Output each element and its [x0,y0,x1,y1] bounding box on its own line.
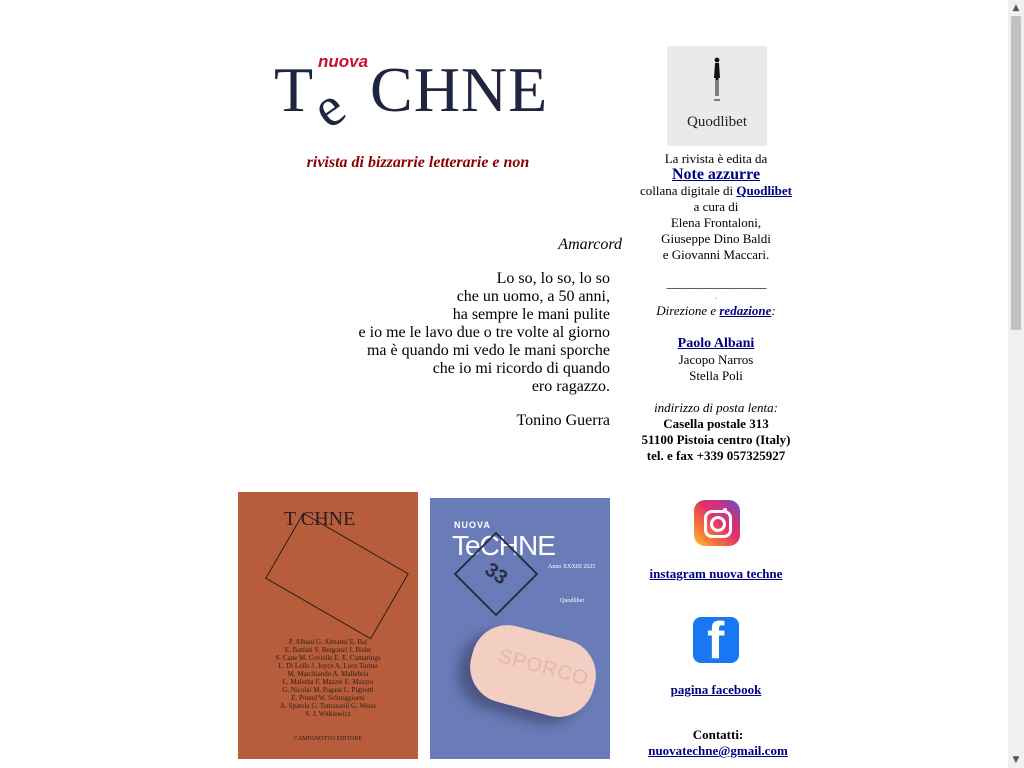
facebook-link[interactable]: pagina facebook [670,682,762,697]
instagram-flash [723,508,727,512]
separator-dot: . [714,291,718,302]
curator-name: Giuseppe Dino Baldi [661,231,771,246]
poem-author: Tonino Guerra [516,412,610,429]
separator-line: __________________ [666,275,766,290]
note-azzurre-link[interactable]: Note azzurre [671,166,761,183]
figure-silhouette-icon [712,56,722,104]
poem-line: Lo so, lo so, lo so [496,270,610,287]
soap-bar-image [462,617,604,725]
curator-name: Elena Frontaloni, [670,215,762,230]
quodlibet-logo[interactable] [667,46,767,146]
direzione-line [628,303,804,319]
quodlibet-link[interactable]: Quodlibet [736,183,792,198]
logo-letters-chne: CHNE [370,54,549,125]
cover1-author-line: P. Albani G. Almansi E. Baj [288,638,368,646]
cover1-author-line: E. Pound W. Schroggiorni [291,694,365,702]
poem-line: e io me le lavo due o tre volte al giorno [358,324,610,341]
logo-letter-e: e [300,75,357,141]
poem-line: ha sempre le mani pulite [452,306,610,323]
cover2-issue-number: 33 [480,558,512,590]
address-line: Casella postale 313 [663,416,769,431]
curator-name: e Giovanni Maccari. [662,247,770,262]
nuova-techne-33-cover-image[interactable] [430,498,610,759]
magazine-subtitle: rivista di bizzarrie letterarie e non [306,154,530,171]
cover1-author-line: L. Di Lello J. Joyce A. Luce Torino [278,662,378,670]
poem-title: Amarcord [558,236,622,253]
scroll-up-arrow-icon[interactable]: ▲ [1012,3,1020,13]
techne-cover-image[interactable] [238,492,418,759]
poem-line: ma è quando mi vedo le mani sporche [366,342,610,359]
vertical-scrollbar[interactable] [1008,0,1024,768]
direzione-prefix: Direzione e [656,303,717,318]
cover1-author-list [252,638,404,718]
cover2-year: Anno XXXIII 2025 [548,564,596,570]
email-link[interactable]: nuovatechne@gmail.com [648,743,788,758]
cover1-title: T CHNE [284,508,356,530]
info-column [628,151,804,464]
staff-member: Jacopo Narros [678,352,754,367]
cover1-author-line: M. Marchiando A. Mallebria [287,670,369,678]
poem-line: che un uomo, a 50 anni, [456,288,610,305]
instagram-icon[interactable] [694,500,740,546]
cover1-author-line: S. Cane M. Covielle E. E. Cumarings [275,654,381,662]
techne-logo [272,50,564,146]
logo-letter-t: T [274,54,314,125]
instagram-lens [710,516,726,532]
direzione-colon: : [771,303,776,318]
poem-text [359,270,610,396]
collana-prefix: collana digitale di [639,183,734,198]
soap-text: SPORCO [495,645,592,691]
cover2-nuova: NUOVA [454,520,491,530]
cover1-author-line: L. Malerba F. Mazzei E. Mazzoi [282,678,374,686]
contact-block [630,727,806,759]
poem-line: che io mi ricordo di quando [432,360,610,377]
poem-line: ero ragazzo. [531,378,610,395]
cover1-author-line: E. Battisti S. Bergonzi J. Bishe [284,646,372,654]
collana-line [628,183,804,199]
cover1-author-line: A. Spatola G. Tomasuoli G. Weiss [280,702,376,710]
cover2-title: TeCHNE [452,530,555,561]
address-line: 51100 Pistoia centro (Italy) [641,432,791,447]
edited-by-text: La rivista è edita da [664,151,768,166]
instagram-link[interactable]: instagram nuova techne [649,566,783,581]
redazione-link[interactable]: redazione [719,303,772,318]
facebook-icon[interactable] [693,617,739,663]
address-label: indirizzo di posta lenta: [654,400,778,415]
address-line: tel. e fax +339 057325927 [646,448,786,463]
facebook-f-glyph: f [707,617,725,663]
scroll-down-arrow-icon[interactable]: ▼ [1012,755,1020,765]
contact-label: Contatti: [692,727,744,742]
curated-by-label: a cura di [693,199,739,214]
cover1-author-line: G. Nicolai M. Pagani L. Pignotti [282,686,374,694]
cover1-publisher: CAMPANOTTO EDITORE [293,736,363,742]
cover2-publisher: Quodlibet [560,598,584,604]
logo-nuova-text: nuova [318,52,369,71]
staff-member: Stella Poli [689,368,743,383]
cover1-author-line: S. J. Witkiewicz [305,710,351,718]
quodlibet-logo-text: Quodlibet [687,114,747,130]
cover1-envelope-shape [265,513,409,640]
scrollbar-thumb[interactable] [1011,16,1021,330]
paolo-albani-link[interactable]: Paolo Albani [677,336,755,351]
